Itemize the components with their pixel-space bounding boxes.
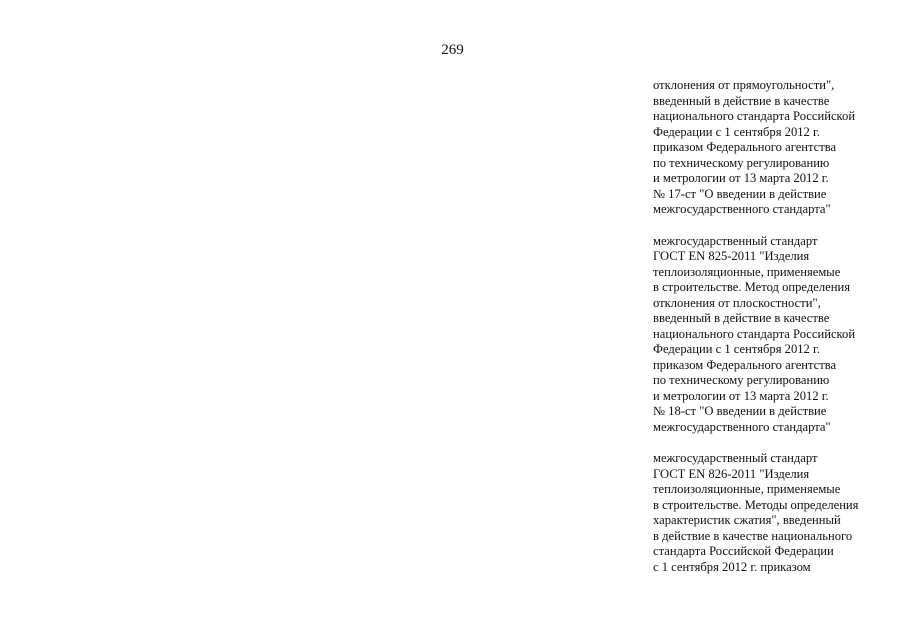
text-line: теплоизоляционные, применяемые	[653, 264, 841, 279]
text-line: Федерации с 1 сентября 2012 г.	[653, 124, 820, 139]
text-line: с 1 сентября 2012 г. приказом	[653, 559, 811, 574]
text-line: межгосударственный стандарт	[653, 233, 818, 248]
page-number: 269	[441, 42, 464, 58]
text-line: по техническому регулированию	[653, 155, 830, 170]
paragraph-gost-en-826	[653, 451, 893, 575]
text-line: национального стандарта Российской	[653, 109, 856, 123]
text-line: по техническому регулированию	[653, 373, 830, 387]
text-line: приказом Федерального агентства	[653, 140, 837, 154]
text-line: национального стандарта Российской	[653, 326, 856, 341]
paragraph-gost-en-825	[653, 234, 893, 436]
text-line: отклонения от прямоугольности",	[653, 78, 835, 92]
text-line: введенный в действие в качестве	[653, 311, 830, 325]
text-line: и метрологии от 13 марта 2012 г.	[653, 388, 829, 403]
paragraph-gost-continuation	[653, 78, 893, 218]
text-line: Федерации с 1 сентября 2012 г.	[653, 342, 820, 356]
text-line: межгосударственного стандарта"	[653, 419, 831, 434]
text-line: отклонения от плоскостности",	[653, 295, 821, 310]
text-line: в строительстве. Метод определения	[653, 280, 850, 294]
text-line: № 18-ст "О введении в действие	[653, 404, 827, 418]
text-line: ГОСТ EN 826-2011 "Изделия	[653, 466, 810, 481]
text-line: характеристик сжатия", введенный	[653, 513, 841, 527]
text-line: в строительстве. Методы определения	[653, 497, 859, 512]
text-line: межгосударственный стандарт	[653, 451, 818, 465]
text-line: № 17-ст "О введении в действие	[653, 186, 827, 201]
text-line: стандарта Российской Федерации	[653, 544, 834, 558]
text-line: теплоизоляционные, применяемые	[653, 482, 841, 496]
text-line: введенный в действие в качестве	[653, 93, 830, 108]
text-line: приказом Федерального агентства	[653, 357, 837, 372]
text-line: межгосударственного стандарта"	[653, 202, 831, 216]
text-line: в действие в качестве национального	[653, 528, 853, 543]
text-column	[653, 78, 893, 591]
text-line: ГОСТ EN 825-2011 "Изделия	[653, 249, 810, 263]
text-line: и метрологии от 13 марта 2012 г.	[653, 171, 829, 185]
